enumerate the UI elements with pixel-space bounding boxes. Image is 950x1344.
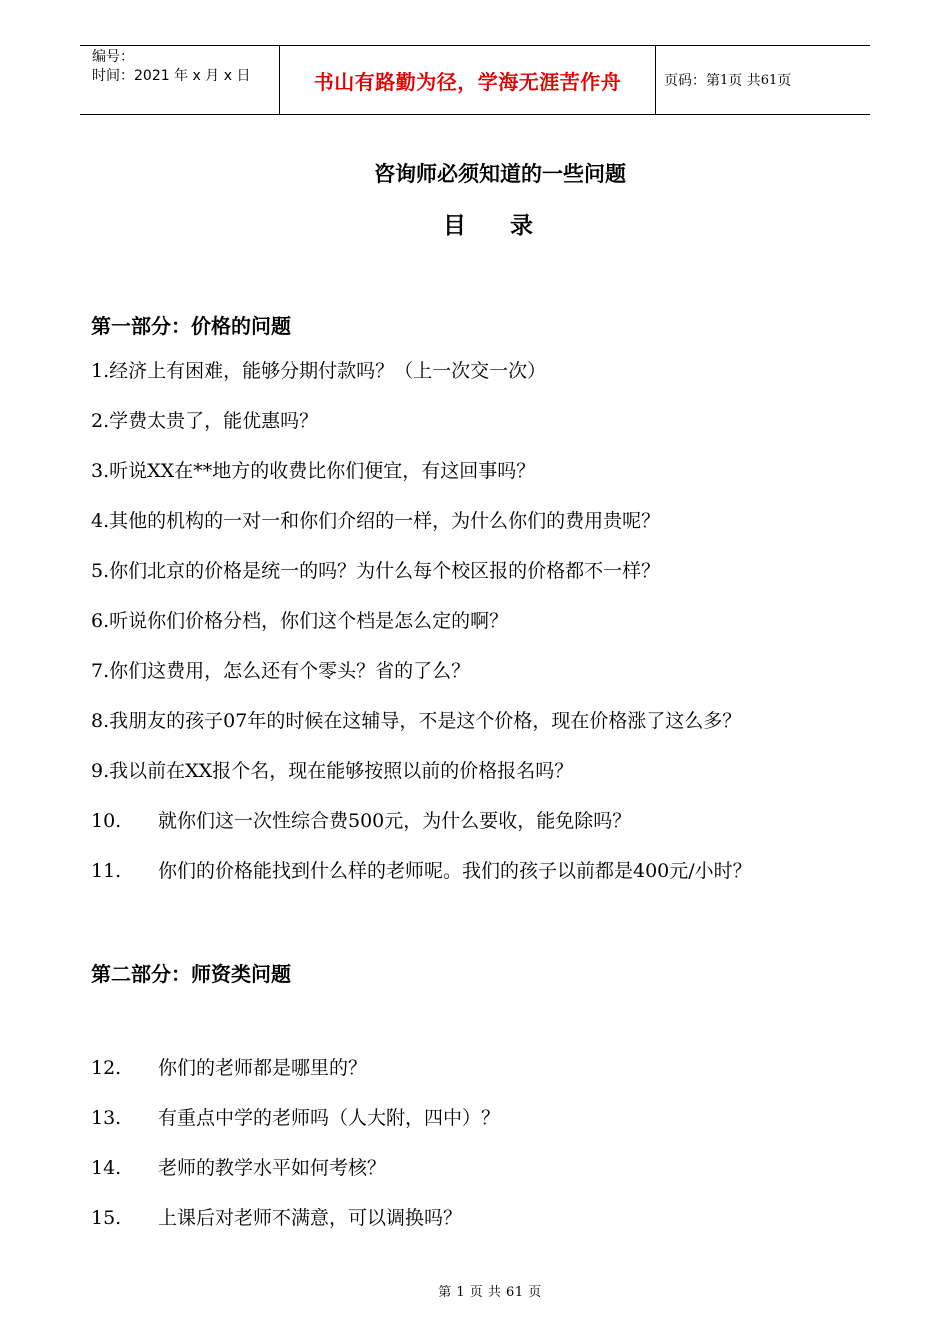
item-number: 8. <box>91 710 110 732</box>
page-mid: 页 共 <box>728 73 761 89</box>
item-text: 我朋友的孩子07年的时候在这辅导，不是这个价格，现在价格涨了这么多？ <box>109 710 742 732</box>
list-item <box>91 859 752 883</box>
item-number: 5. <box>91 560 110 582</box>
page-suffix: 页 <box>777 73 792 89</box>
item-number: 7. <box>91 660 110 682</box>
number-label: 编号： <box>92 49 134 65</box>
list-item <box>91 1156 386 1180</box>
header-meta-cell <box>80 46 280 114</box>
item-text: 经济上有困难，能够分期付款吗？（上一次交一次） <box>109 360 547 382</box>
item-text: 上课后对老师不满意，可以调换吗？ <box>158 1207 463 1229</box>
list-item <box>91 609 508 633</box>
list-item <box>91 1206 462 1230</box>
list-item <box>91 559 660 583</box>
list-item <box>91 759 573 783</box>
list-item <box>91 409 318 433</box>
item-text: 你们的价格能找到什么样的老师呢。我们的孩子以前都是400元/小时？ <box>158 860 752 882</box>
item-text: 老师的教学水平如何考核？ <box>158 1157 387 1179</box>
item-number: 13. <box>91 1107 122 1129</box>
list-item <box>91 359 546 383</box>
item-number: 15. <box>91 1207 122 1229</box>
item-text: 我以前在XX报个名，现在能够按照以前的价格报名吗？ <box>109 760 574 782</box>
list-item <box>91 509 660 533</box>
page-number: 1 <box>720 72 729 88</box>
item-text: 听说你们价格分档，你们这个档是怎么定的啊？ <box>109 610 509 632</box>
list-item <box>91 809 631 833</box>
page-prefix: 页码：第 <box>664 73 720 89</box>
item-text: 你们这费用，怎么还有个零头？省的了么？ <box>109 660 471 682</box>
item-number: 3. <box>91 460 110 482</box>
item-number: 14. <box>91 1157 122 1179</box>
section-heading-teachers: 第二部分：师资类问题 <box>91 962 291 986</box>
item-text: 就你们这一次性综合费500元，为什么要收，能免除吗？ <box>158 810 632 832</box>
item-text: 听说XX在**地方的收费比你们便宜，有这回事吗？ <box>109 460 536 482</box>
header-motto-cell <box>280 46 656 114</box>
list-item <box>91 1106 500 1130</box>
item-number: 6. <box>91 610 110 632</box>
item-text: 有重点中学的老师吗（人大附，四中）？ <box>158 1107 501 1129</box>
item-number: 12. <box>91 1057 122 1079</box>
header-page-cell <box>656 46 870 114</box>
item-number: 1. <box>91 360 110 382</box>
time-label: 时间：2021 年 x 月 x 日 <box>92 68 251 84</box>
list-item <box>91 659 470 683</box>
list-item <box>91 709 741 733</box>
item-text: 你们北京的价格是统一的吗？为什么每个校区报的价格都不一样？ <box>109 560 661 582</box>
page-footer: 第 1 页 共 61 页 <box>438 1285 542 1300</box>
item-number: 11. <box>91 860 122 882</box>
item-number: 2. <box>91 410 110 432</box>
list-item <box>91 1056 367 1080</box>
page-total: 61 <box>760 72 778 88</box>
item-number: 9. <box>91 760 110 782</box>
section-heading-price: 第一部分：价格的问题 <box>91 314 291 338</box>
item-text: 你们的老师都是哪里的？ <box>158 1057 368 1079</box>
item-text: 其他的机构的一对一和你们介绍的一样，为什么你们的费用贵呢？ <box>109 510 661 532</box>
item-number: 10. <box>91 810 122 832</box>
list-item <box>91 459 535 483</box>
page-header <box>80 45 870 115</box>
toc-title: 目录 <box>443 213 577 239</box>
item-text: 学费太贵了，能优惠吗？ <box>109 410 319 432</box>
motto-text: 书山有路勤为径，学海无涯苦作舟 <box>313 69 622 94</box>
item-number: 4. <box>91 510 110 532</box>
document-title: 咨询师必须知道的一些问题 <box>374 162 626 186</box>
